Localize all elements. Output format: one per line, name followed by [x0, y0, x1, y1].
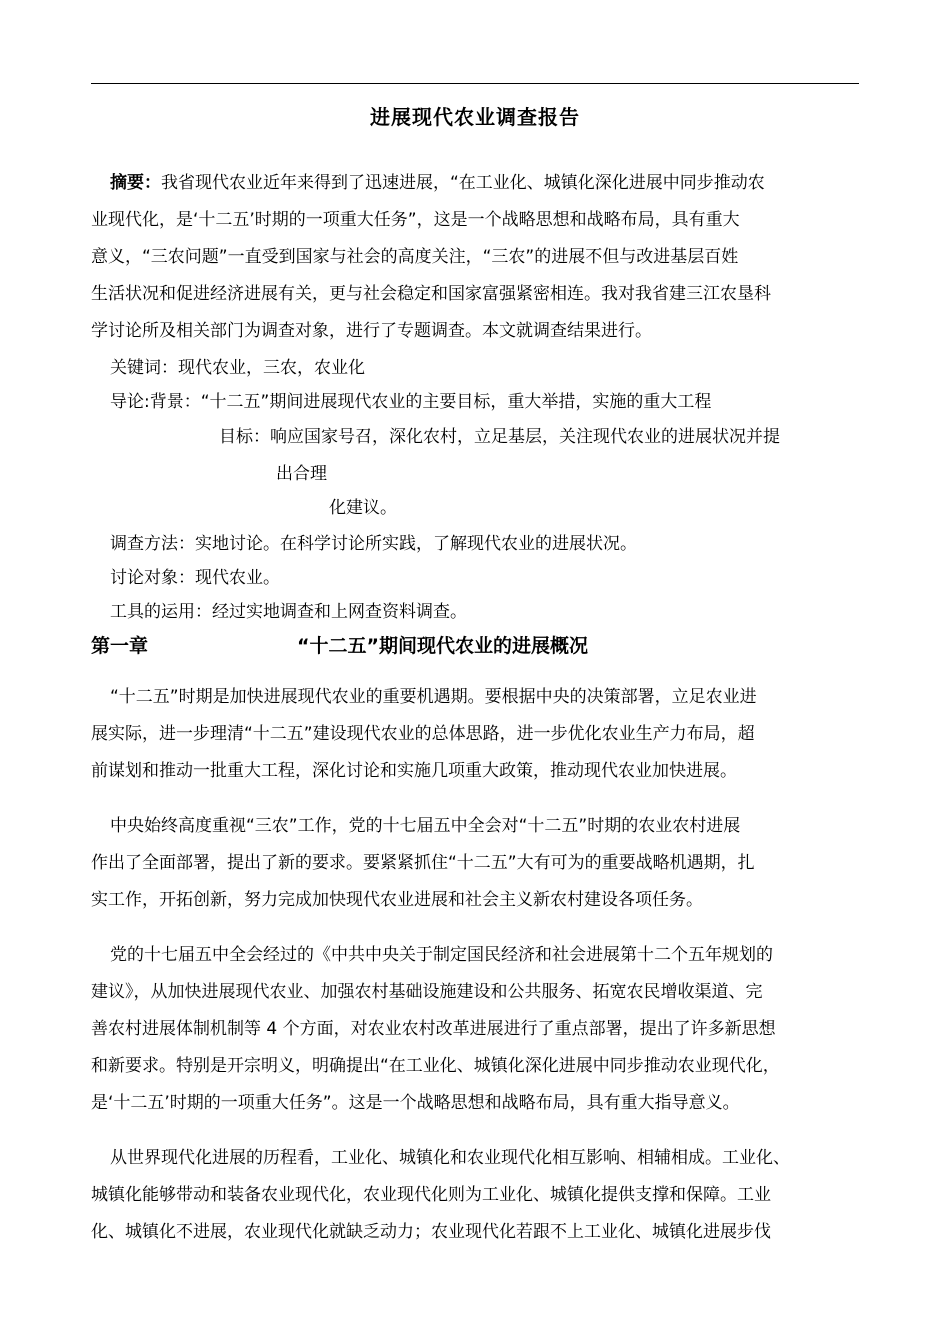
- paragraph-line: 中央始终高度重视“三农”工作，党的十七届五中全会对“十二五”时期的农业农村进展: [110, 816, 741, 836]
- keywords: 关键词：现代农业，三农，农业化: [110, 358, 365, 378]
- paragraph-line: 党的十七届五中全会经过的《中共中央关于制定国民经济和社会进展第十二个五年规划的: [110, 945, 773, 965]
- intro-goal-line-2: 出合理: [276, 464, 327, 484]
- paragraph-line: 建议》，从加快进展现代农业、加强农村基础设施建设和公共服务、拓宽农民增收渠道、完: [91, 982, 763, 1002]
- document-title: 进展现代农业调查报告: [370, 105, 580, 129]
- paragraph-line: 是‘十二五’时期的一项重大任务”。这是一个战略思想和战略布局，具有重大指导意义。: [91, 1093, 740, 1113]
- intro-background: 导论:背景：“十二五”期间进展现代农业的主要目标，重大举措，实施的重大工程: [110, 392, 712, 412]
- header-rule: [91, 83, 859, 84]
- intro-goal-line-1: 目标：响应国家号召，深化农村，立足基层，关注现代农业的进展状况并提: [219, 427, 780, 447]
- chapter-heading: [91, 631, 859, 661]
- abstract-label: 摘要：: [110, 173, 161, 193]
- paragraph-line: 前谋划和推动一批重大工程，深化讨论和实施几项重大政策，推动现代农业加快进展。: [91, 761, 737, 781]
- paragraph-line: “十二五”时期是加快进展现代农业的重要机遇期。要根据中央的决策部署，立足农业进: [110, 687, 757, 707]
- paragraph-line: 实工作，开拓创新，努力完成加快现代农业进展和社会主义新农村建设各项任务。: [91, 890, 703, 910]
- research-subject: 讨论对象：现代农业。: [110, 568, 280, 588]
- paragraph-line: 善农村进展体制机制等 4 个方面，对农业农村改革进展进行了重点部署，提出了许多新思想: [91, 1019, 776, 1039]
- paragraph-line: 展实际，进一步理清“十二五”建设现代农业的总体思路，进一步优化农业生产力布局，超: [91, 724, 755, 744]
- intro-goal-line-3: 化建议。: [329, 498, 397, 518]
- paragraph-line: 作出了全面部署，提出了新的要求。要紧紧抓住“十二五”大有可为的重要战略机遇期，扎: [91, 853, 755, 873]
- chapter-title: “十二五”期间现代农业的进展概况: [297, 635, 588, 657]
- paragraph-line: 从世界现代化进展的历程看，工业化、城镇化和农业现代化相互影响、相辅相成。工业化、: [110, 1148, 790, 1168]
- paragraph-line: 化、城镇化不进展，农业现代化就缺乏动力；农业现代化若跟不上工业化、城镇化进展步伐: [91, 1222, 771, 1242]
- abstract-line-1: [110, 165, 765, 202]
- abstract-line-2: 业现代化，是‘十二五’时期的一项重大任务”，这是一个战略思想和战略布局，具有重大: [91, 210, 740, 230]
- abstract-line-4: 生活状况和促进经济进展有关，更与社会稳定和国家富强紧密相连。我对我省建三江农垦科: [91, 284, 771, 304]
- abstract-text: 我省现代农业近年来得到了迅速进展，“在工业化、城镇化深化进展中同步推动农: [161, 173, 765, 193]
- research-tools: 工具的运用：经过实地调查和上网查资料调查。: [110, 602, 467, 622]
- chapter-number: 第一章: [91, 635, 149, 657]
- abstract-line-3: 意义，“三农问题”一直受到国家与社会的高度关注，“三农”的进展不但与改进基层百姓: [91, 247, 739, 267]
- paragraph-line: 城镇化能够带动和装备农业现代化，农业现代化则为工业化、城镇化提供支撑和保障。工业: [91, 1185, 771, 1205]
- abstract-line-5: 学讨论所及相关部门为调查对象，进行了专题调查。本文就调查结果进行。: [91, 321, 652, 341]
- research-method: 调查方法：实地讨论。在科学讨论所实践，了解现代农业的进展状况。: [110, 534, 637, 554]
- paragraph-line: 和新要求。特别是开宗明义，明确提出“在工业化、城镇化深化进展中同步推动农业现代化，: [91, 1056, 780, 1076]
